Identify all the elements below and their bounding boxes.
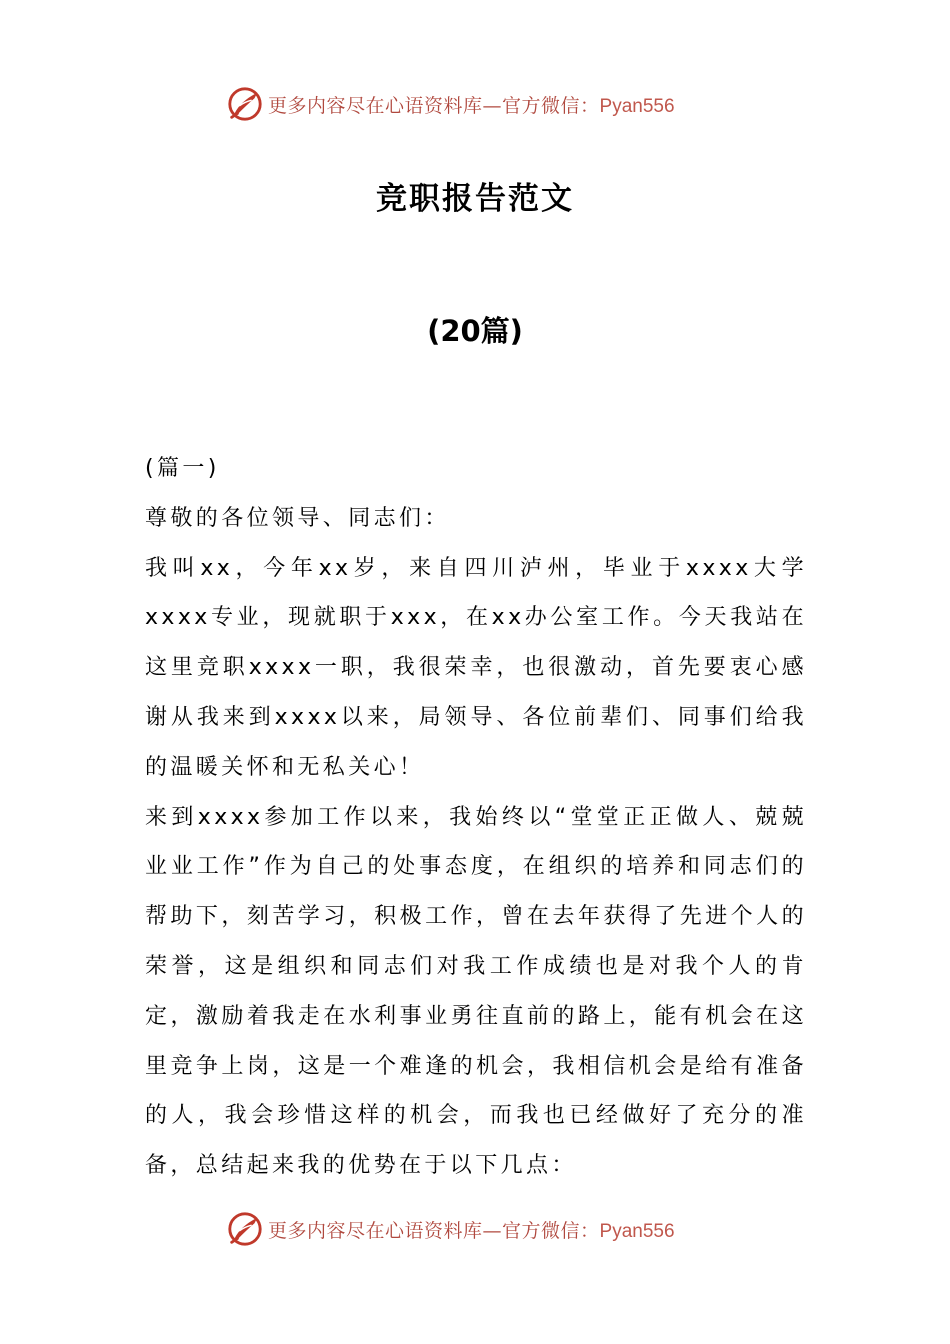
watermark-text: 更多内容尽在心语资料库—官方微信：Pyan556 bbox=[268, 94, 675, 117]
body-paragraph: 我叫xx，今年xx岁，来自四川泸州，毕业于xxxx大学xxxx专业，现就职于xxx，在xx办公室工作。今天我站在这里竞职xxxx一职，我很荣幸，也很激动，首先要衷心感谢从我来到xxxx以来，局领导、各位前辈们、同事们给我的温暖关怀和无私关心！ bbox=[145, 555, 807, 780]
pen-logo-icon bbox=[226, 85, 264, 123]
pen-logo-icon bbox=[226, 1210, 264, 1248]
salutation: 尊敬的各位领导、同志们： bbox=[145, 505, 450, 531]
footer-watermark-banner bbox=[0, 1207, 950, 1251]
document-body bbox=[145, 444, 807, 1191]
header-watermark-banner bbox=[0, 82, 950, 126]
document-title: 竞职报告范文 bbox=[376, 181, 574, 217]
body-paragraph: 来到xxxx参加工作以来，我始终以“堂堂正正做人、兢兢业业工作”作为自己的处事态度，在组织的培养和同志们的帮助下，刻苦学习，积极工作，曾在去年获得了先进个人的荣誉，这是组织和同志们对我工作成绩也是对我个人的肯定，激励着我走在水利事业勇往直前的路上，能有机会在这里竞争上岗，这是一个难逢的机会，我相信机会是给有准备的人，我会珍惜这样的机会，而我也已经做好了充分的准备，总结起来我的优势在于以下几点： bbox=[145, 804, 807, 1179]
wechat-id: Pyan556 bbox=[599, 1220, 675, 1242]
watermark-text: 更多内容尽在心语资料库—官方微信：Pyan556 bbox=[268, 1219, 675, 1242]
document-subtitle: (20篇) bbox=[427, 314, 523, 348]
wechat-id: Pyan556 bbox=[599, 95, 675, 117]
section-label: (篇一) bbox=[145, 456, 220, 481]
